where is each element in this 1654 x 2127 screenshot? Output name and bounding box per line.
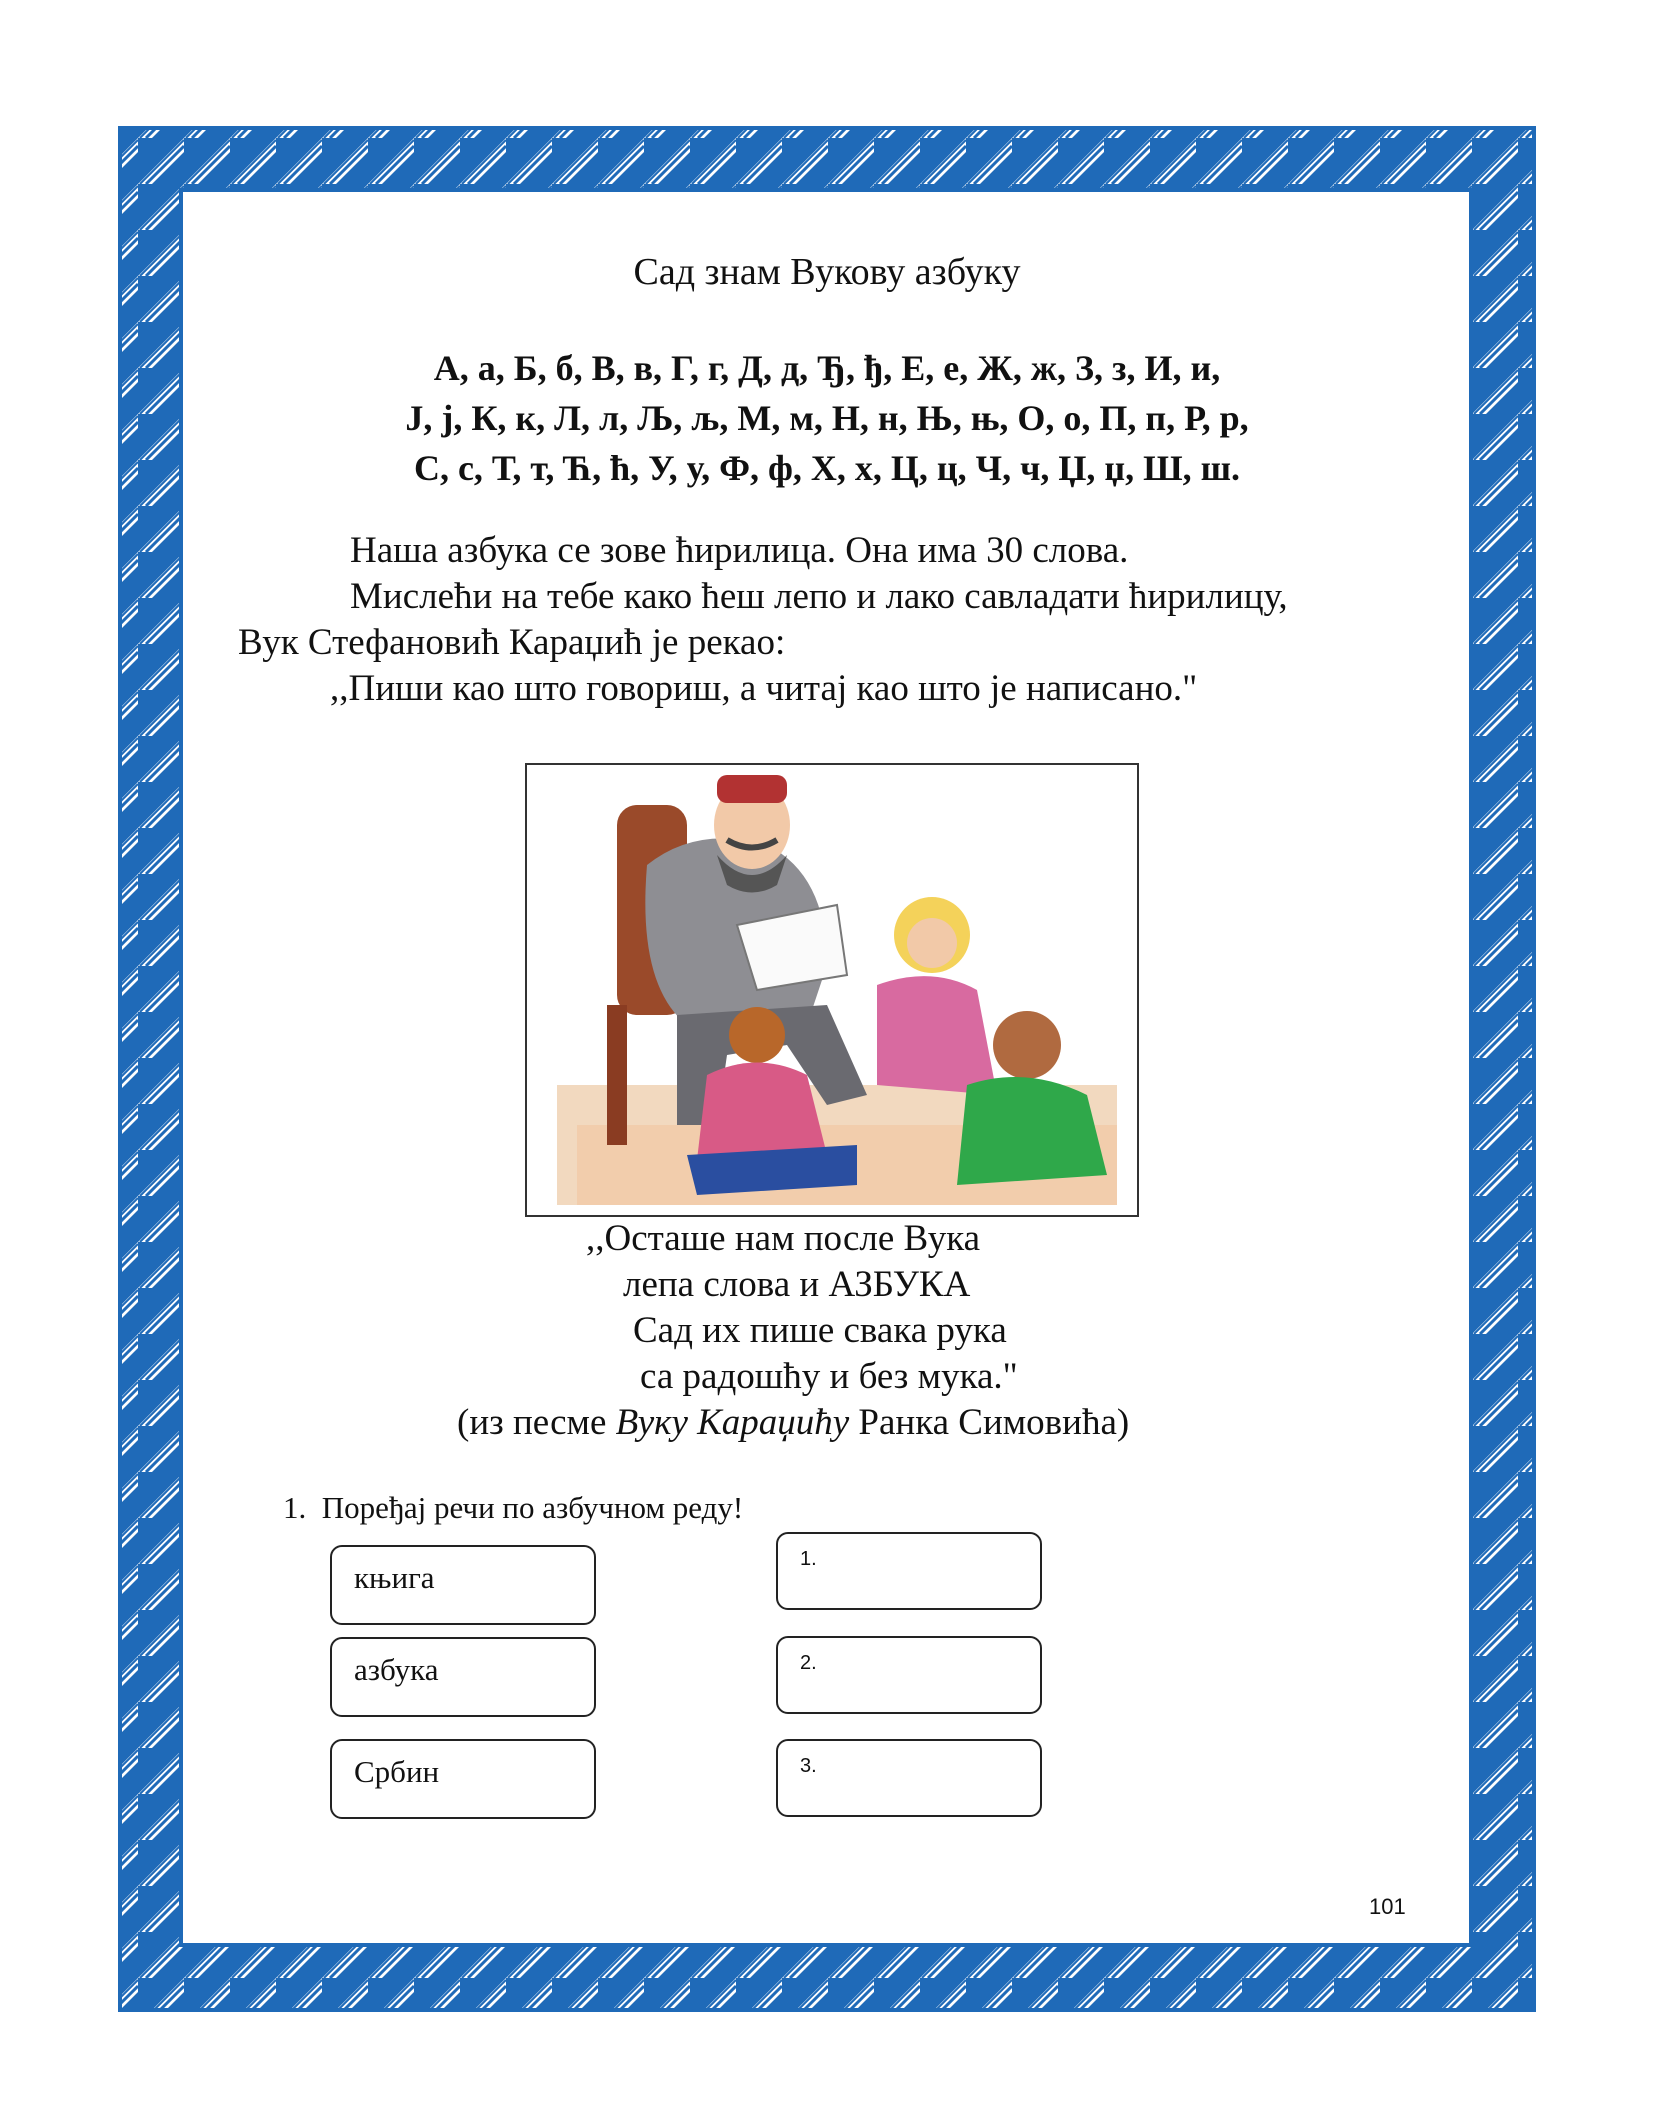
answer-slot-number: 1. — [800, 1548, 817, 1570]
poem-source-post: Ранка Симовића) — [849, 1402, 1130, 1443]
task-text: Поређај речи по азбучном реду! — [321, 1490, 744, 1525]
vuk-quote: ,,Пиши као што говориш, а читај као што је написано." — [330, 668, 1198, 709]
poem-line: лепа слова и АЗБУКА — [623, 1264, 971, 1305]
poem-title: Вуку Караџићу — [615, 1402, 850, 1443]
word-label: азбука — [354, 1652, 439, 1687]
task-instruction — [283, 1490, 743, 1526]
answer-slot-number: 2. — [800, 1652, 817, 1674]
word-box — [330, 1545, 596, 1625]
intro-line: Вук Стефановић Караџић је рекао: — [238, 622, 786, 663]
answer-slot-number: 3. — [800, 1755, 817, 1777]
intro-line: Наша азбука се зове ћирилица. Она има 30 слова. — [350, 530, 1129, 571]
page-number: 101 — [1369, 1894, 1406, 1919]
answer-box[interactable] — [776, 1532, 1042, 1610]
vuk-illustration — [525, 763, 1139, 1217]
page-title: Сад знам Вукову азбуку — [633, 251, 1021, 293]
word-box — [330, 1637, 596, 1717]
alphabet-block — [0, 343, 1654, 493]
word-label: књига — [354, 1560, 435, 1595]
word-label: Србин — [354, 1754, 440, 1789]
answer-box[interactable] — [776, 1636, 1042, 1714]
illustration-drawing — [527, 765, 1137, 1215]
task-number: 1. — [283, 1490, 307, 1525]
alphabet-line: А, а, Б, б, В, в, Г, г, Д, д, Ђ, ђ, Е, е, Ж, ж, З, з, И, и, — [433, 348, 1221, 388]
intro-line: Мислећи на тебе како ћеш лепо и лако савладати ћирилицу, — [350, 576, 1288, 617]
alphabet-line: С, с, Т, т, Ћ, ћ, У, у, Ф, ф, Х, х, Ц, ц, Ч, ч, Џ, џ, Ш, ш. — [413, 448, 1241, 488]
word-box — [330, 1739, 596, 1819]
poem-line: Сад их пише свака рука — [633, 1310, 1007, 1351]
alphabet-line: Ј, ј, К, к, Л, л, Љ, љ, М, м, Н, н, Њ, њ, О, о, П, п, Р, р, — [405, 398, 1249, 438]
poem-source — [457, 1401, 1129, 1444]
poem-line: ,,Осташе нам после Вука — [586, 1218, 981, 1259]
poem-source-pre: (из песме — [457, 1402, 616, 1443]
answer-box[interactable] — [776, 1739, 1042, 1817]
poem-line: са радошћу и без мука." — [640, 1356, 1018, 1397]
